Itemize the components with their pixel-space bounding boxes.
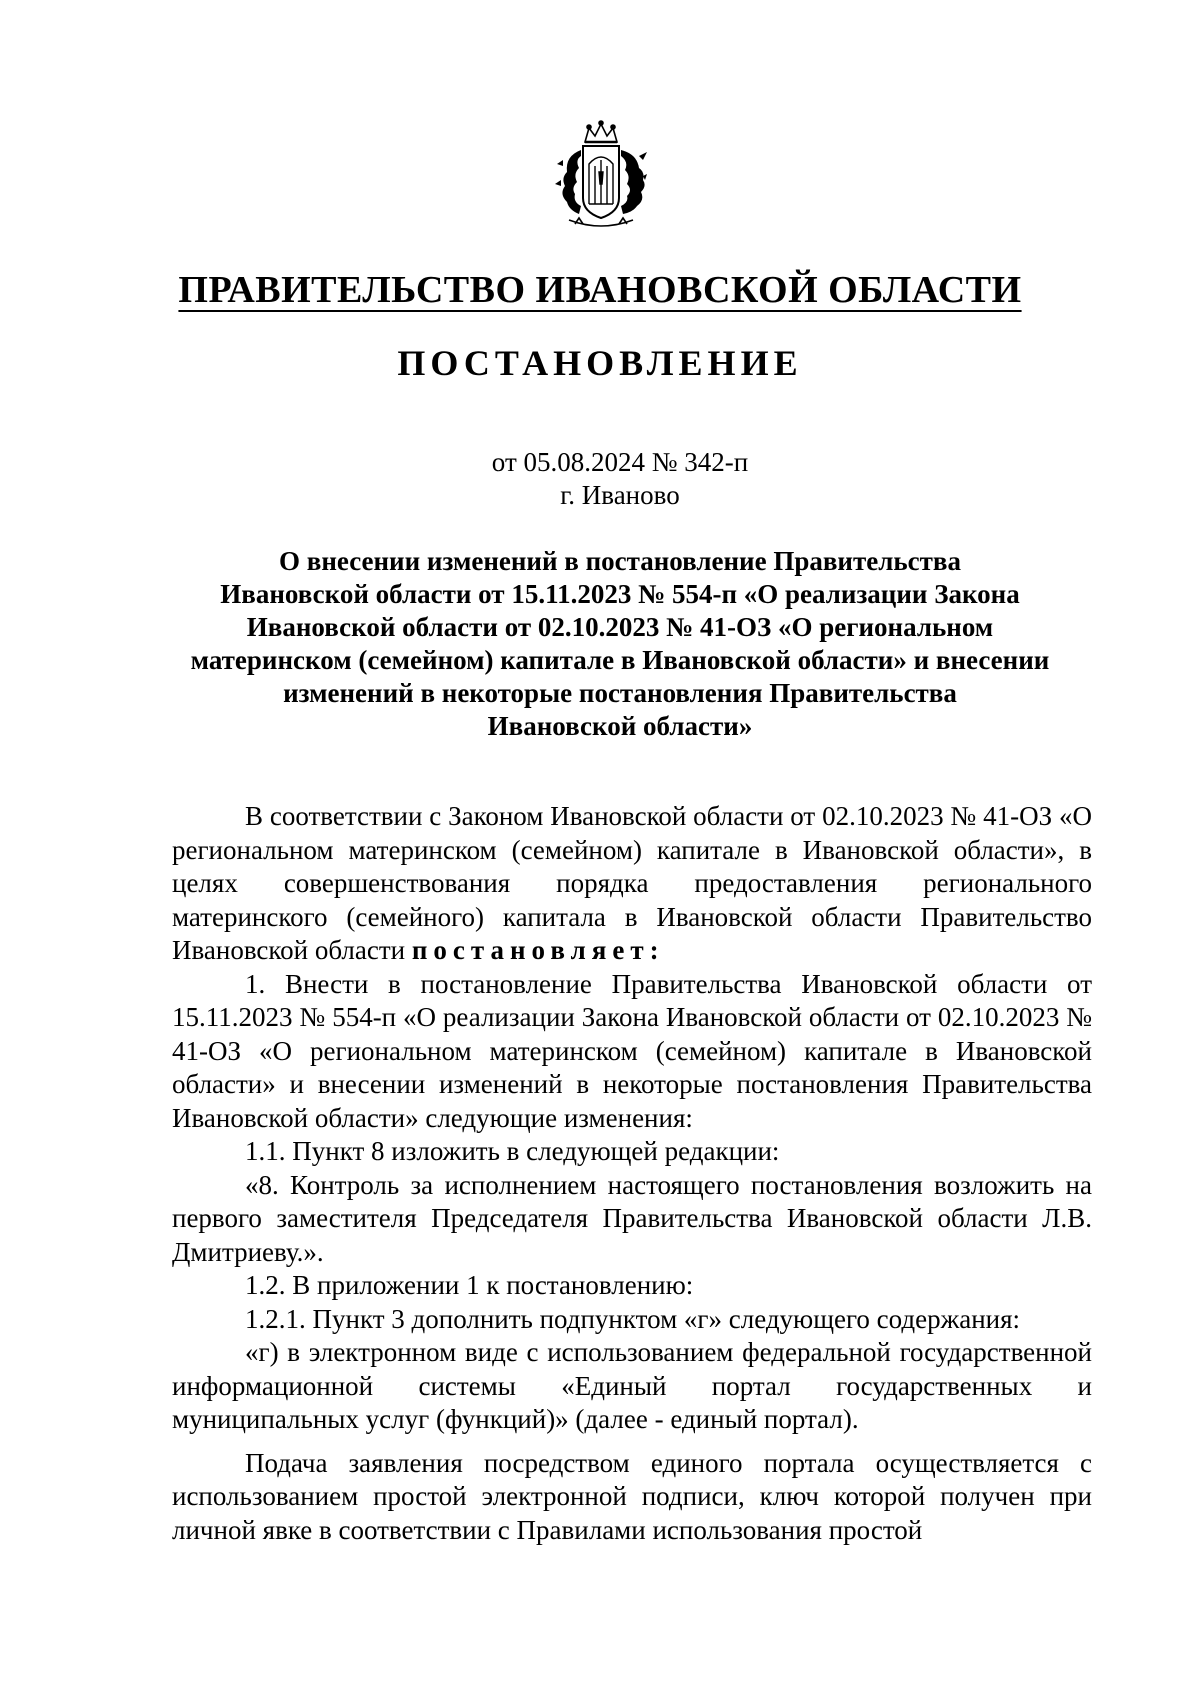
document-heading	[160, 545, 1080, 743]
heading-line: Ивановской области от 02.10.2023 № 41-ОЗ «О региональном	[246, 612, 994, 642]
heading-line: изменений в некоторые постановления Правительства	[283, 678, 957, 708]
coat-of-arms-icon	[555, 120, 647, 232]
portal-paragraph: Подача заявления посредством единого портала осуществляется с использованием простой электронной подписи, ключ которой получен при личной явке в соответствии с Правилами использования простой	[172, 1447, 1092, 1545]
clause-1-1: 1.1. Пункт 8 изложить в следующей редакции:	[245, 1136, 780, 1166]
document-type: ПОСТАНОВЛЕНИЕ	[397, 343, 803, 383]
clause-1-2: 1.2. В приложении 1 к постановлению:	[245, 1270, 694, 1300]
clause-1-2-1-text: «г) в электронном виде с использованием федеральной государственной информационной системы «Единый портал государственных и муниципальных услуг (функций)» (далее - единый портал).	[172, 1337, 1092, 1434]
clause-1-1-text: «8. Контроль за исполнением настоящего постановления возложить на первого заместителя Председателя Правительства Ивановской области Л.В. Дмитриеву.».	[172, 1169, 1092, 1267]
organization-title: ПРАВИТЕЛЬСТВО ИВАНОВСКОЙ ОБЛАСТИ	[178, 269, 1022, 311]
resolves-keyword: постановляет:	[411, 935, 665, 965]
document-body	[172, 800, 1092, 1547]
preamble-text: В соответствии с Законом Ивановской области от 02.10.2023 № 41-ОЗ «О региональном материнском (семейном) капитале в Ивановской области», в целях совершенствования порядка предоставления регионального материнского (семейного) капитала в Ивановской области Правительство Ивановской области	[172, 801, 1092, 965]
date-number: от 05.08.2024 № 342-п	[491, 447, 749, 477]
city: г. Иваново	[560, 480, 680, 510]
clause-1: 1. Внести в постановление Правительства Ивановской области от 15.11.2023 № 554-п «О реализации Закона Ивановской области от 02.10.2023 № 41-ОЗ «О региональном материнском (семейном) капитале в Ивановской области» и внесении изменений в некоторые постановления Правительства Ивановской области» следующие изменения:	[172, 968, 1092, 1133]
heading-line: Ивановской области от 15.11.2023 № 554-п «О реализации Закона	[220, 579, 1020, 609]
heading-line: Ивановской области»	[487, 711, 753, 741]
heading-line: О внесении изменений в постановление Правительства	[279, 546, 961, 576]
clause-1-2-1: 1.2.1. Пункт 3 дополнить подпунктом «г» следующего содержания:	[245, 1303, 1021, 1334]
heading-line: материнском (семейном) капитале в Ивановской области» и внесении	[190, 645, 1050, 675]
preamble-paragraph	[172, 800, 1092, 968]
